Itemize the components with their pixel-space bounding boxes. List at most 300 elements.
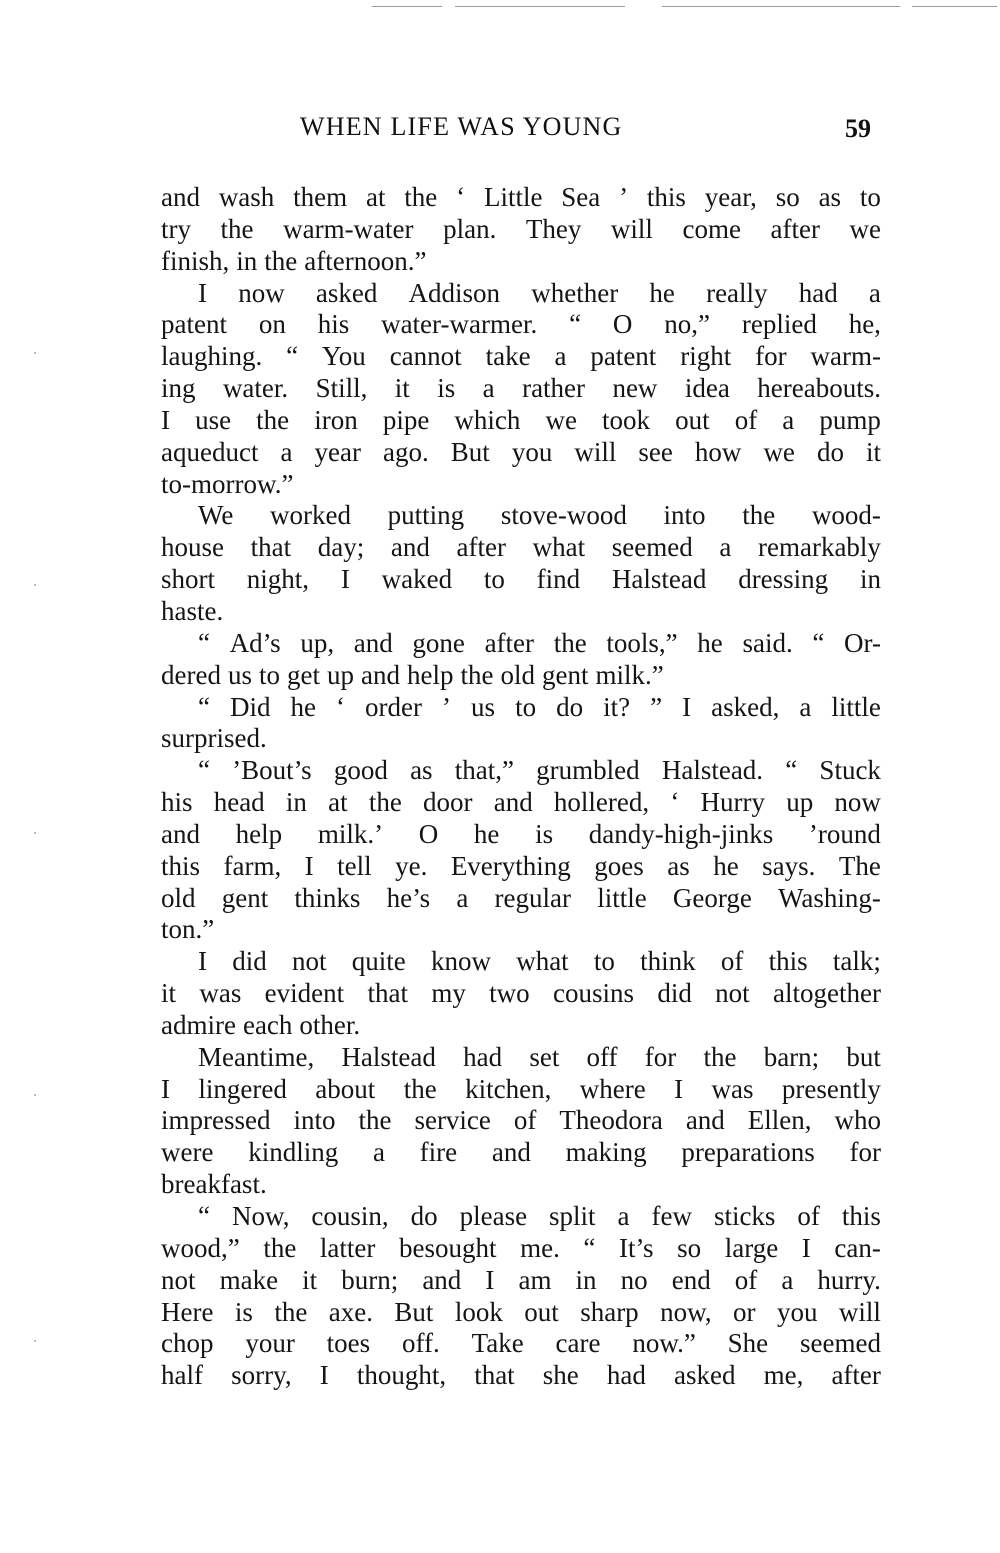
word: set [529,1041,560,1072]
word: did [232,946,267,977]
word: said. [742,627,793,658]
word: am [518,1264,552,1295]
word: milk.” [595,659,664,690]
word: I [198,946,207,977]
text-line [161,182,881,214]
word: Halstead. [661,755,764,786]
word: he [697,627,723,658]
word: Take [471,1328,524,1359]
word: Addison [408,277,501,308]
word: was [711,1073,754,1104]
word: up [327,659,354,690]
word: tools,” [606,627,678,658]
word: You [322,341,366,372]
word: the [368,787,402,818]
word: axe. [328,1296,373,1327]
word: ’ [619,182,629,212]
word: service [414,1105,491,1136]
word: after [770,213,820,244]
word: making [565,1137,647,1168]
word: not [715,978,750,1009]
word: “ [569,309,582,340]
word: Washing- [778,882,881,913]
text-line [161,1074,881,1106]
word: not [161,1264,196,1295]
word: the [404,182,438,212]
word: will [838,1296,881,1327]
word: is [437,373,456,404]
word: Hurry [700,787,766,818]
word: “ [198,755,210,786]
word: the [220,213,254,244]
word: replied [741,309,817,340]
word: take [485,341,531,372]
word: cannot [389,341,462,372]
scan-speckle [912,6,997,7]
word: patent [161,309,227,340]
word: who [834,1105,881,1136]
word: wood- [811,500,881,531]
word: I [682,691,692,722]
word: toes [326,1328,371,1359]
word: of [734,1264,758,1295]
text-line [161,787,881,819]
word: me, [763,1360,804,1391]
word: sticks [713,1201,776,1231]
word: took [602,404,651,435]
word: had [798,277,838,308]
word: and [361,659,400,690]
word: ‘ [456,182,466,212]
text-line [161,692,881,724]
word: house [161,532,224,563]
word: iron [314,404,358,435]
word: night, [246,564,310,595]
word: get [287,659,320,690]
word: besought [398,1232,497,1263]
word: putting [387,500,465,531]
text-line [161,469,881,501]
word: “ [583,1232,596,1263]
word: door [423,787,473,818]
word: a [617,1201,630,1231]
word: and [685,1105,725,1136]
word: do [556,691,584,722]
word: up, [300,627,335,658]
text-line [161,405,881,437]
word: barn; [763,1041,820,1072]
word: for [755,341,787,372]
word: of [797,1201,820,1231]
word: seemed [800,1328,881,1359]
word: Did [230,691,271,722]
word: the [256,404,290,435]
word: But [450,436,490,467]
word: care [555,1328,601,1359]
word: ‘ [336,691,346,722]
word: at [365,182,386,212]
word: I [161,1073,170,1104]
word: will [610,213,653,244]
word: make [219,1264,279,1295]
word: this [768,946,808,977]
word: find [536,564,581,595]
word: two [489,978,530,1009]
word: that,” [454,755,514,786]
word: but [846,1041,881,1072]
word: breakfast. [161,1169,267,1200]
word: ing [161,373,196,404]
word: cousin, [311,1201,389,1231]
word: Sea [561,182,601,212]
word: we [763,436,795,467]
word: was [199,978,242,1009]
word: and [491,1137,531,1168]
word: in [236,245,258,276]
word: Meantime, [198,1041,315,1072]
word: “ [198,1201,210,1231]
text-line [161,1137,881,1169]
word: it? [603,691,631,722]
word: Halstead [341,1041,436,1072]
word: a [280,436,293,467]
word: half [161,1360,203,1391]
word: wash [218,182,275,212]
word: think [640,946,696,977]
word: in [575,1264,597,1295]
word: Stuck [819,755,881,786]
text-line [161,214,881,246]
word: It’s [619,1232,654,1263]
word: I [198,277,207,308]
word: or [733,1296,756,1327]
word: They [525,213,582,244]
word: farm, [223,850,282,881]
word: says. [762,850,816,881]
word: he, [848,309,881,340]
word: idea [684,373,730,404]
word: a [781,1264,794,1295]
word: Still, [315,373,368,404]
word: Halstead [611,564,707,595]
word: seemed [611,532,693,563]
word: that [367,978,408,1009]
word: sorry, [231,1360,292,1391]
word: admire [161,1009,236,1040]
word: “ [812,627,825,658]
word: latter [319,1232,376,1263]
word: try [161,213,191,244]
word: had [606,1360,646,1391]
word: were [161,1137,214,1168]
text-line [161,309,881,341]
text-line [161,500,881,532]
word: hurry. [817,1264,881,1295]
word: really [706,277,768,308]
word: Now, [231,1201,290,1231]
word: is [535,818,554,849]
word: lingered [198,1073,287,1104]
word: off [586,1041,618,1072]
word: your [245,1328,295,1359]
word: me. [520,1232,560,1263]
word: “ [198,627,210,658]
word: chop [161,1328,214,1359]
word: large [724,1232,779,1263]
word: evident [264,978,345,1009]
word: I [801,1232,811,1263]
word: us [227,659,252,690]
scan-speckle [34,1094,36,1096]
word: plan. [443,213,497,244]
word: burn; [341,1264,399,1295]
text-line [161,946,881,978]
word: short [161,564,215,595]
word: I [340,564,350,595]
word: and [161,818,200,849]
word: this [841,1201,881,1231]
word: you [776,1296,818,1327]
word: and [353,627,393,658]
word: he [473,818,500,849]
word: in [859,564,881,595]
body-text [161,182,881,1392]
word: she [542,1360,579,1391]
word: sharp [580,1296,639,1327]
word: to-morrow.” [161,468,294,499]
word: which [454,404,521,435]
word: preparations [681,1137,815,1168]
word: now [834,787,881,818]
word: old [161,882,196,913]
word: off. [402,1328,440,1359]
word: Theodora [559,1105,663,1136]
word: kitchen, [465,1073,552,1104]
word: to [859,182,881,212]
word: hereabouts. [757,373,881,404]
word: of [720,946,744,977]
word: altogether [773,978,881,1009]
word: remarkably [758,532,881,563]
word: presently [781,1073,881,1104]
word: he [649,277,675,308]
word: Ad’s [229,627,281,658]
word: a [719,532,732,563]
word: it [865,436,881,467]
text-line [161,1169,881,1201]
word: cousins [552,978,634,1009]
word: the [553,627,587,658]
word: after [456,532,506,563]
word: can- [834,1232,881,1263]
word: it [394,373,410,404]
word: is [234,1296,253,1327]
word: now.” [632,1328,696,1359]
scan-speckle [455,6,625,7]
word: finish, [161,245,230,276]
word: what [516,946,569,977]
word: do [410,1201,438,1231]
word: he [290,691,316,722]
page-number: 59 [845,114,871,143]
word: pipe [382,404,430,435]
word: grumbled [536,755,640,786]
word: we [545,404,577,435]
word: talk; [832,946,881,977]
word: ’round [808,818,881,849]
word: help [406,659,454,690]
word: on [258,309,286,340]
word: We [198,500,234,531]
word: us [471,691,496,722]
word: other. [299,1009,361,1040]
scan-speckle [34,832,36,834]
word: after [831,1360,881,1391]
word: asked, [711,691,780,722]
word: end [671,1264,711,1295]
word: dressing [738,564,829,595]
word: not [291,946,327,977]
running-title: WHEN LIFE WAS YOUNG [300,112,623,141]
word: will [574,436,617,467]
word: see [638,436,673,467]
text-line [161,246,881,278]
word: as [818,182,842,212]
text-line [161,978,881,1010]
word: warm-water [283,213,414,244]
word: ’ [442,691,452,722]
word: She [727,1328,769,1359]
word: he [713,850,739,881]
word: worked [270,500,351,531]
word: as [410,755,433,786]
text-line [161,564,881,596]
word: asked [674,1360,736,1391]
word: please [459,1201,528,1231]
text-line [161,723,881,755]
text-line [161,437,881,469]
word: gent [221,882,269,913]
text-line [161,1105,881,1137]
word: do [816,436,844,467]
word: had [463,1041,503,1072]
word: what [532,532,586,563]
word: milk.’ [317,818,384,849]
text-line [161,1265,881,1297]
word: now [238,277,285,308]
word: it [302,1264,318,1295]
word: afternoon.” [304,245,427,276]
word: each [242,1009,293,1040]
word: so [677,1232,702,1263]
word: kindling [248,1137,339,1168]
word: ” [650,691,663,722]
word: hollered, [553,787,650,818]
word: to [515,691,537,722]
word: split [549,1201,596,1231]
word: in [285,787,307,818]
word: look [454,1296,503,1327]
word: Ellen, [747,1105,812,1136]
word: did [657,978,692,1009]
word: for [849,1137,881,1168]
word: water-warmer. [381,309,538,340]
word: gone [412,627,465,658]
word: and [493,787,533,818]
word: ye. [395,850,428,881]
word: Everything [450,850,571,881]
text-line [161,1201,881,1233]
word: Little [483,182,543,212]
text-line [161,883,881,915]
text-line [161,628,881,660]
word: tell [337,850,372,881]
word: wood,” [161,1232,240,1263]
text-line [161,341,881,373]
word: ’Bout’s [232,755,312,786]
word: rather [522,373,586,404]
word: a [868,277,881,308]
word: O [612,309,633,340]
word: and [422,1264,462,1295]
word: the [274,1296,308,1327]
word: thinks [294,882,361,913]
word: the [263,1232,297,1263]
word: goes [594,850,644,881]
word: now, [660,1296,712,1327]
word: impressed [161,1105,271,1136]
word: quite [351,946,406,977]
scan-speckle [662,6,900,7]
word: “ [286,341,299,372]
word: and [390,532,430,563]
word: this [161,850,201,881]
text-line [161,851,881,883]
word: asked [315,277,378,308]
word: ago. [383,436,429,467]
text-line [161,278,881,310]
word: up [786,787,814,818]
word: it [161,978,177,1009]
word: the [403,1073,437,1104]
word: head [213,787,265,818]
word: of [734,404,758,435]
word: new [612,373,658,404]
word: of [513,1105,537,1136]
word: I [161,404,170,435]
scan-speckle [34,1340,36,1342]
word: the [460,659,494,690]
word: year, [704,182,757,212]
word: out [675,404,710,435]
word: the [703,1041,737,1072]
word: this [646,182,686,212]
word: year [314,436,361,467]
word: The [838,850,881,881]
word: right [680,341,732,372]
word: after [484,627,535,658]
word: use [195,404,232,435]
text-line [161,373,881,405]
word: know [430,946,491,977]
text-line [161,1328,881,1360]
word: water. [222,373,289,404]
text-line [161,660,881,692]
word: the [742,500,776,531]
word: I [485,1264,495,1295]
word: and [161,182,200,212]
word: I [319,1360,329,1391]
